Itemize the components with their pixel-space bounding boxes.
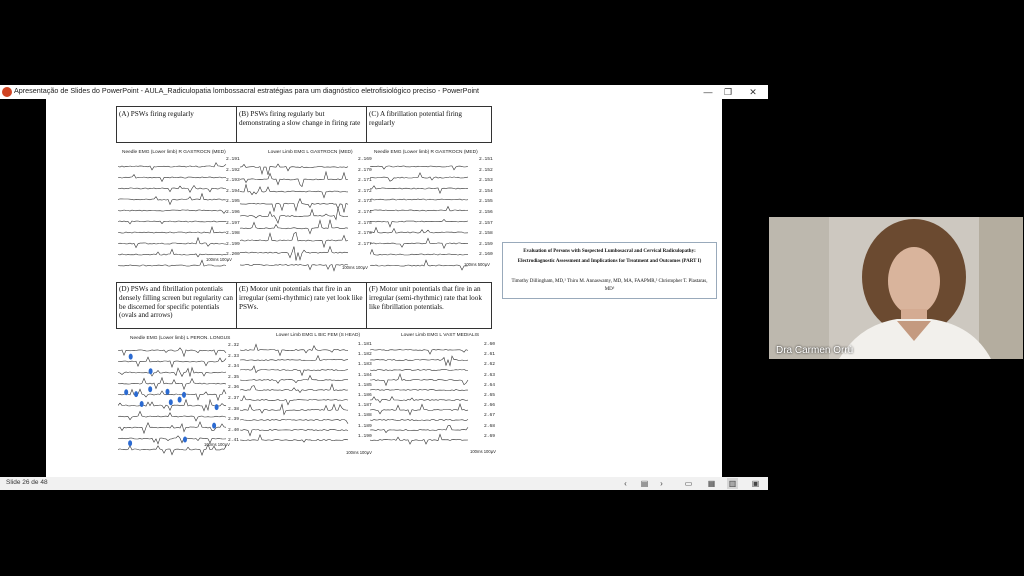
figure-rule: [116, 282, 492, 283]
sweep-label: 2.64: [484, 382, 496, 388]
panel-c-emg-traces: [370, 157, 478, 275]
emg-sweep-trace: [118, 186, 226, 193]
sweep-label: 2.37: [228, 396, 240, 401]
emg-sweep-trace: [370, 186, 468, 193]
emg-sweep-trace: [370, 260, 468, 270]
panel-e-emg-traces: [240, 341, 358, 449]
panel-a-emg-header: Needle EMG (Lower limb) R GASTROCN (MED): [122, 150, 226, 155]
marker-oval: [182, 392, 186, 398]
sweep-label: 1.189: [358, 423, 372, 429]
panel-a-scale: 100ms 100µV: [206, 257, 232, 262]
emg-sweep-trace: [240, 356, 348, 361]
sweep-label: 1.184: [358, 372, 372, 378]
figure-divider: [366, 282, 367, 328]
slide-counter: Slide 26 de 48: [6, 479, 48, 486]
emg-sweep-trace: [370, 426, 468, 433]
sweep-label: 2.156: [479, 210, 493, 215]
emg-sweep-trace: [118, 378, 226, 390]
sweep-label: 1.190: [358, 433, 372, 439]
sweep-label: 2.195: [226, 199, 240, 205]
panel-f-emg-traces: [370, 341, 478, 449]
panel-d-caption: (D) PSWs and fibrillation potentials densely filling screen but regularity can be discerned for specific potentials (ovals and arrows): [119, 285, 233, 320]
sweep-label: 2.151: [479, 157, 493, 162]
marker-oval: [134, 391, 138, 397]
sweep-label: 1.187: [358, 403, 372, 409]
panel-c-emg-header: Needle EMG (Lower limb) R GASTROCN (MED): [374, 150, 478, 155]
emg-sweep-trace: [240, 185, 348, 198]
panel-f-caption: (F) Motor unit potentials that fire in an irregular (semi-rhythmic) rate that look like fibrillation potentials.: [369, 285, 482, 311]
emg-sweep-trace: [370, 419, 468, 420]
marker-oval: [166, 389, 170, 395]
emg-sweep-trace: [370, 166, 468, 170]
sweep-label: 1.188: [358, 413, 372, 419]
sweep-label: 2.171: [358, 178, 372, 184]
emg-sweep-trace: [118, 368, 226, 377]
emg-sweep-trace: [370, 228, 468, 234]
panel-a-caption: (A) PSWs firing regularly: [119, 110, 194, 118]
emg-sweep-trace: [370, 219, 468, 227]
emg-sweep-trace: [370, 369, 468, 370]
emg-sweep-trace: [240, 419, 348, 423]
sweep-label: 2.35: [228, 374, 240, 380]
figure-divider: [236, 106, 237, 142]
emg-sweep-trace: [240, 376, 348, 384]
sweep-label: 2.153: [479, 178, 493, 184]
figure-divider: [236, 282, 237, 328]
paper-reference-box: [502, 242, 717, 299]
emg-sweep-trace: [240, 404, 348, 414]
sweep-label: 2.63: [484, 372, 496, 378]
emg-sweep-trace: [240, 344, 348, 355]
emg-sweep-trace: [370, 207, 468, 212]
sweep-label: 2.198: [226, 231, 240, 237]
sweep-label: 2.199: [226, 241, 240, 247]
sweep-label: 2.41: [228, 438, 240, 444]
emg-sweep-trace: [118, 210, 226, 214]
panel-b-emg-traces: [240, 157, 358, 275]
emg-sweep-trace: [240, 429, 348, 435]
chevron-left-icon[interactable]: ‹: [624, 479, 627, 488]
sweep-label: 2.32: [228, 343, 240, 348]
sweep-label: 1.183: [358, 362, 372, 368]
emg-sweep-trace: [118, 194, 226, 205]
panel-b-emg-header: Lower Limb EMG L GASTROCN (MED): [268, 150, 353, 155]
close-button[interactable]: ✕: [749, 87, 757, 97]
marker-oval: [169, 399, 173, 405]
emg-sweep-trace: [118, 348, 226, 356]
sweep-label: 2.66: [484, 403, 496, 409]
emg-sweep-trace: [240, 384, 348, 392]
figure-border-left: [116, 282, 117, 328]
panel-c-scale: 100ms 500µV: [464, 262, 490, 267]
emg-sweep-trace: [118, 227, 226, 233]
sweep-label: 2.160: [479, 252, 493, 258]
emg-sweep-trace: [118, 238, 226, 248]
emg-sweep-trace: [118, 221, 226, 224]
chevron-right-icon[interactable]: ›: [660, 479, 663, 488]
sweep-label: 2.191: [226, 157, 240, 162]
panel-b-scale: 100ms 100µV: [342, 265, 368, 270]
slide-notes-icon[interactable]: ▤: [640, 479, 649, 488]
participant-name: Dra Carmen Orrù: [776, 345, 854, 356]
panel-f-emg-header: Lower Limb EMG L VAST MEDIALIS: [401, 333, 480, 338]
emg-sweep-trace: [118, 357, 226, 367]
marker-oval: [128, 440, 132, 446]
figure-border-right: [491, 106, 492, 142]
emg-sweep-trace: [240, 396, 348, 405]
slide-sorter-icon[interactable]: ▦: [707, 479, 716, 488]
sweep-label: 2.170: [358, 167, 372, 173]
sweep-label: 2.196: [226, 210, 240, 215]
sweep-label: 2.175: [358, 220, 372, 226]
emg-sweep-trace: [370, 173, 468, 181]
emg-sweep-trace: [370, 238, 468, 248]
emg-sweep-trace: [118, 249, 226, 256]
figure-border-left: [116, 106, 117, 142]
panel-f-scale: 100ms 100µV: [470, 449, 496, 454]
sweep-label: 2.192: [226, 167, 240, 173]
marker-oval: [148, 386, 152, 392]
emg-sweep-trace: [370, 250, 468, 256]
sweep-label: 2.193: [226, 178, 240, 184]
sweep-label: 1.186: [358, 393, 372, 398]
emg-sweep-trace: [370, 389, 468, 390]
marker-oval: [129, 354, 133, 360]
emg-sweep-trace: [240, 366, 348, 375]
emg-sweep-trace: [240, 264, 348, 271]
panel-b-caption: (B) PSWs firing regularly but demonstrating a slow change in firing rate: [239, 110, 361, 127]
sweep-label: 2.69: [484, 433, 496, 439]
window-title-bar: [0, 85, 768, 99]
sweep-label: 2.194: [226, 188, 240, 194]
sweep-label: 2.39: [228, 417, 240, 423]
powerpoint-icon: [2, 87, 12, 97]
sweep-label: 2.65: [484, 393, 496, 398]
sweep-label: 2.61: [484, 352, 496, 358]
sweep-label: 2.157: [479, 220, 493, 226]
emg-sweep-trace: [118, 175, 226, 182]
emg-sweep-trace: [240, 232, 348, 247]
emg-sweep-trace: [240, 220, 348, 234]
panel-e-scale: 100ms 100µV: [346, 450, 372, 455]
normal-view-icon[interactable]: ▭: [684, 479, 693, 488]
sweep-label: 2.172: [358, 188, 372, 194]
figure-divider: [366, 106, 367, 142]
emg-sweep-trace: [240, 172, 348, 187]
sweep-label: 2.155: [479, 199, 493, 205]
sweep-label: 2.38: [228, 406, 240, 412]
marker-oval: [124, 389, 128, 395]
figure-rule: [116, 142, 492, 143]
panel-e-caption: (E) Motor unit potentials that fire in an irregular (semi-rhythmic) rate yet look like PSWs.: [239, 285, 363, 311]
emg-sweep-trace: [240, 208, 348, 223]
paper-authors: Timothy Dillingham, MD,¹ Thiru M. Annaswamy, MD, MA, FAAPMR,² Christopher T. Plastaras, MD³: [511, 279, 708, 292]
window-title: Apresentação de Slides do PowerPoint - AULA_Radiculopatia lombossacral estratégias para um diagnóstico eletrofisiológico preciso - PowerPoint: [14, 86, 480, 95]
sweep-label: 2.169: [358, 157, 372, 162]
sweep-label: 1.181: [358, 342, 372, 347]
sweep-label: 2.67: [484, 413, 496, 419]
sweep-label: 1.182: [358, 352, 372, 358]
sweep-label: 2.159: [479, 241, 493, 247]
figure-rule: [116, 328, 492, 329]
sweep-label: 2.176: [358, 231, 372, 237]
marker-oval: [178, 397, 182, 403]
slideshow-icon[interactable]: ▣: [751, 479, 760, 488]
marker-oval: [149, 368, 153, 374]
sweep-label: 2.33: [228, 353, 240, 359]
marker-oval: [215, 404, 219, 410]
emg-sweep-trace: [240, 199, 348, 213]
sweep-label: 2.62: [484, 362, 496, 368]
sweep-label: 2.174: [358, 210, 372, 215]
panel-d-scale: 100ms 100µV: [204, 442, 230, 447]
sweep-label: 1.185: [358, 382, 372, 388]
sweep-label: 2.152: [479, 167, 493, 173]
webcam-video-tile[interactable]: [769, 217, 1023, 359]
paper-title: Evaluation of Persons with Suspected Lumbosacral and Cervical Radiculopathy: Electrodiagnostic Assessment and Implications for Treatment and Outcomes (PART I): [517, 249, 702, 264]
panel-c-caption: (C) A fibrillation potential firing regularly: [369, 110, 463, 127]
sweep-label: 2.40: [228, 427, 240, 433]
marker-oval: [183, 437, 187, 443]
emg-sweep-trace: [370, 397, 468, 403]
sweep-label: 2.197: [226, 220, 240, 226]
sweep-label: 2.34: [228, 364, 240, 370]
emg-sweep-trace: [118, 163, 226, 170]
sweep-label: 2.200: [226, 252, 240, 258]
emg-sweep-trace: [240, 164, 348, 175]
emg-sweep-trace: [370, 349, 468, 354]
minimize-button[interactable]: —: [703, 87, 713, 97]
emg-sweep-trace: [370, 404, 468, 415]
restore-button[interactable]: ❐: [723, 87, 733, 97]
sweep-label: 2.68: [484, 423, 496, 429]
sweep-label: 2.177: [358, 241, 372, 247]
emg-sweep-trace: [370, 356, 468, 366]
emg-sweep-trace: [370, 374, 468, 385]
sweep-label: 2.36: [228, 385, 240, 391]
emg-sweep-trace: [370, 434, 468, 444]
panel-d-emg-header: Needle EMG (Lower limb) L PERON. LONGUS: [130, 336, 231, 341]
figure-border-top: [116, 106, 492, 107]
sweep-label: 2.154: [479, 188, 493, 194]
marker-oval: [212, 423, 216, 429]
emg-sweep-trace: [370, 199, 468, 200]
marker-oval: [140, 401, 144, 407]
emg-sweep-trace: [118, 411, 226, 421]
figure-border-right: [491, 282, 492, 328]
sweep-label: 2.158: [479, 231, 493, 237]
emg-sweep-trace: [240, 247, 348, 261]
sweep-label: 2.173: [358, 199, 372, 205]
panel-e-emg-header: Lower Limb EMG L BIC FEM (S HEAD): [276, 333, 361, 338]
sweep-label: 2.60: [484, 342, 496, 347]
presenter-video: [769, 217, 1023, 359]
emg-sweep-trace: [240, 435, 348, 442]
emg-sweep-trace: [118, 422, 226, 433]
status-bar: [0, 477, 768, 490]
reading-view-icon[interactable]: ▥: [728, 479, 737, 488]
